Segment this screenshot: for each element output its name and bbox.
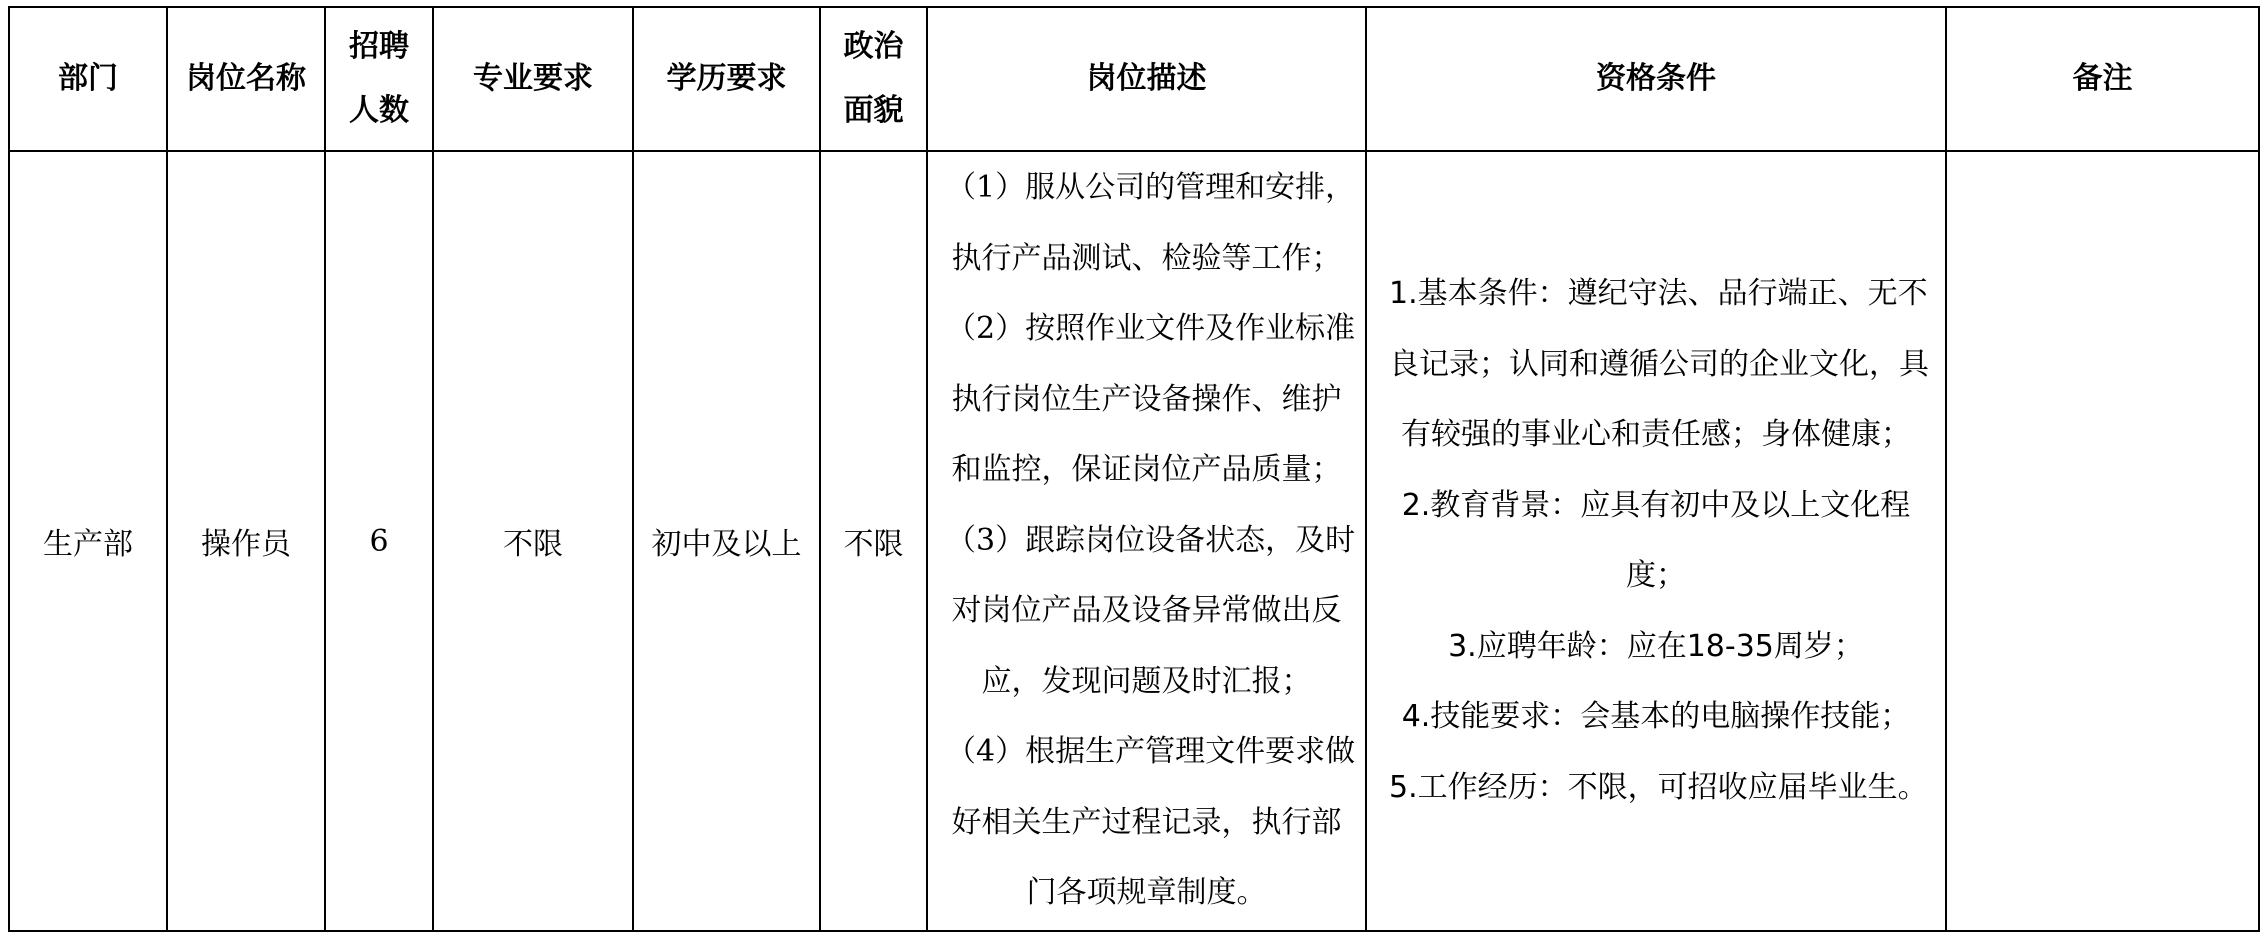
qualification-line: 5.工作经历：不限，可招收应届毕业生。 xyxy=(1389,769,1928,805)
description-line: 执行产品测试、检验等工作； xyxy=(951,240,1342,276)
description-line: （3）跟踪岗位设备状态，及时 xyxy=(946,522,1356,558)
qualification-line: 3.应聘年龄：应在18-35周岁； xyxy=(1448,628,1864,664)
header-description: 岗位描述 xyxy=(927,7,1366,151)
cell-major: 不限 xyxy=(433,151,633,931)
description-line: 门各项规章制度。 xyxy=(1026,875,1267,911)
qualification-line: 良记录；认同和遵循公司的企业文化，具 xyxy=(1389,346,1929,382)
cell-position-name: 操作员 xyxy=(167,151,325,931)
header-position-name: 岗位名称 xyxy=(167,7,325,151)
header-headcount xyxy=(325,7,433,151)
header-department: 部门 xyxy=(9,7,167,151)
description-line: （1）服从公司的管理和安排， xyxy=(946,170,1356,206)
qualification-line: 1.基本条件：遵纪守法、品行端正、无不 xyxy=(1389,276,1928,311)
header-political-line2: 面貌 xyxy=(843,93,904,128)
cell-department: 生产部 xyxy=(9,151,167,931)
description-line: （4）根据生产管理文件要求做 xyxy=(946,734,1356,770)
description-line: 好相关生产过程记录，执行部 xyxy=(951,804,1342,840)
cell-description xyxy=(927,151,1366,931)
qualification-line: 2.教育背景：应具有初中及以上文化程 xyxy=(1401,487,1911,523)
description-line: 应，发现问题及时汇报； xyxy=(981,663,1312,699)
header-remarks: 备注 xyxy=(1946,7,2259,151)
header-major: 专业要求 xyxy=(433,7,633,151)
header-education: 学历要求 xyxy=(633,7,820,151)
table-header-row xyxy=(9,7,2259,151)
cell-headcount: 6 xyxy=(325,151,433,931)
cell-qualifications xyxy=(1366,151,1946,931)
cell-political: 不限 xyxy=(820,151,927,931)
header-political xyxy=(820,7,927,151)
description-line: 执行岗位生产设备操作、维护 xyxy=(951,381,1342,417)
header-headcount-line1: 招聘 xyxy=(349,29,409,64)
description-line: 和监控，保证岗位产品质量； xyxy=(951,452,1342,488)
table-row xyxy=(9,151,2259,931)
header-qualifications: 资格条件 xyxy=(1366,7,1946,151)
qualification-line: 4.技能要求：会基本的电脑操作技能； xyxy=(1401,699,1911,734)
description-line: 对岗位产品及设备异常做出反 xyxy=(951,593,1342,629)
qualification-line: 度； xyxy=(1626,558,1686,593)
qualification-line: 有较强的事业心和责任感；身体健康； xyxy=(1401,417,1911,452)
description-line: （2）按照作业文件及作业标准 xyxy=(946,311,1356,347)
cell-education: 初中及以上 xyxy=(633,151,820,931)
cell-remarks xyxy=(1946,151,2259,931)
recruitment-table xyxy=(8,6,2260,932)
header-headcount-line2: 人数 xyxy=(349,93,409,128)
header-political-line1: 政治 xyxy=(843,29,904,64)
